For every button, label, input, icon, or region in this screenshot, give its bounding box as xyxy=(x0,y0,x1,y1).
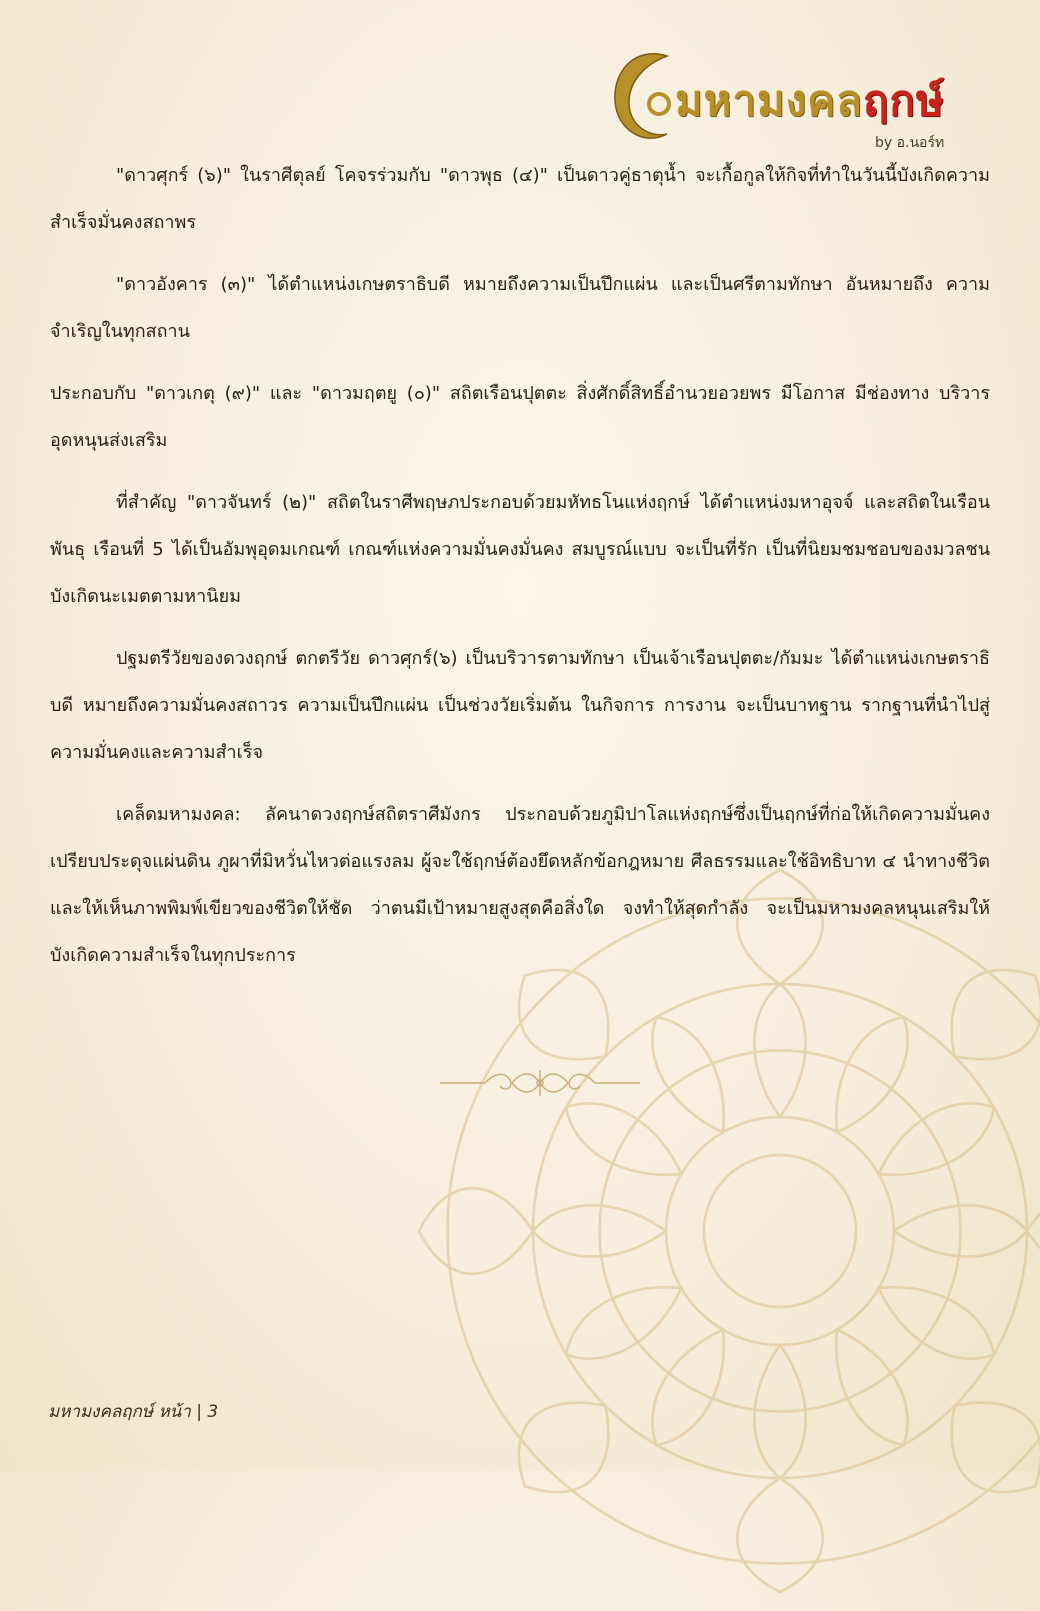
brand-logo xyxy=(605,46,985,156)
logo-byline: by อ.นอร์ท xyxy=(875,132,944,154)
paragraph-5: ปฐมตรีวัยของดวงฤกษ์ ตกตรีวัย ดาวศุกร์(๖) เป็นบริวารตามทักษา เป็นเจ้าเรือนปุตตะ/กัมมะ ได้ตำแหน่งเกษตราธิบดี หมายถึงความมั่นคงสถาวร ความเป็นปึกแผ่น เป็นช่วงวัยเริ่มต้น ในกิจการ การงาน จะเป็นบาทฐาน รากฐานที่นำไปสู่ความมั่นคงและความสำเร็จ xyxy=(50,635,990,776)
logo-title-accent: ฤกษ์ xyxy=(863,76,945,125)
paragraph-1: "ดาวศุกร์ (๖)" ในราศีตุลย์ โคจรร่วมกับ "ดาวพุธ (๔)" เป็นดาวคู่ธาตุน้ำ จะเกื้อกูลให้กิจที่ทำในวันนี้บังเกิดความสำเร็จมั่นคงสถาพร xyxy=(50,152,990,246)
logo-title xyxy=(675,68,945,134)
paragraph-6: เคล็ดมหามงคล: ลัคนาดวงฤกษ์สถิตราศีมังกร ประกอบด้วยภูมิปาโลแห่งฤกษ์ซึ่งเป็นฤกษ์ที่ก่อให้เกิดความมั่นคง เปรียบประดุจแผ่นดิน ภูผาที่มิหวั่นไหวต่อแรงลม ผู้จะใช้ฤกษ์ต้องยึดหลักข้อกฎหมาย ศีลธรรมและใช้อิทธิบาท ๔ นำทางชีวิต และให้เห็นภาพพิมพ์เขียวของชีวิตให้ชัด ว่าตนมีเป้าหมายสูงสุดคือสิ่งใด จงทำให้สุดกำลัง จะเป็นมหามงคลหนุนเสริมให้บังเกิดความสำเร็จในทุกประการ xyxy=(50,791,990,979)
paragraph-3: ประกอบกับ "ดาวเกตุ (๙)" และ "ดาวมฤตยู (๐)" สถิตเรือนปุตตะ สิ่งศักดิ์สิทธิ์อำนวยอวยพร มีโอกาส มีช่องทาง บริวารอุดหนุนส่งเสริม xyxy=(50,370,990,464)
ornamental-divider-icon xyxy=(440,1066,640,1100)
swirl-icon xyxy=(605,46,685,156)
document-body xyxy=(50,152,990,994)
logo-title-main: มหามงคล xyxy=(675,76,863,125)
paragraph-4: ที่สำคัญ "ดาวจันทร์ (๒)" สถิตในราศีพฤษภประกอบด้วยมหัทธโนแห่งฤกษ์ ได้ตำแหน่งมหาอุจจ์ และสถิตในเรือนพันธุ เรือนที่ 5 ได้เป็นอัมพุอุดมเกณฑ์ เกณฑ์แห่งความมั่นคงมั่นคง สมบูรณ์แบบ จะเป็นที่รัก เป็นที่นิยมชมชอบของมวลชน บังเกิดนะเมตตามหานิยม xyxy=(50,479,990,620)
page-footer: มหามงคลฤกษ์ หน้า | 3 xyxy=(48,1398,218,1425)
paragraph-2: "ดาวอังคาร (๓)" ได้ตำแหน่งเกษตราธิบดี หมายถึงความเป็นปึกแผ่น และเป็นศรีตามทักษา อันหมายถึง ความจำเริญในทุกสถาน xyxy=(50,261,990,355)
